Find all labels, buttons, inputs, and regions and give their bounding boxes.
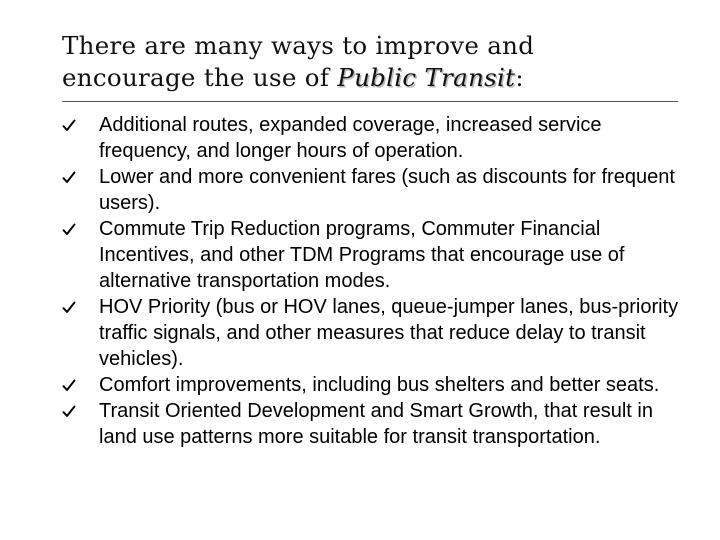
bullet-text: Comfort improvements, including bus shelters and better seats. [99, 374, 660, 396]
bullet-text: Lower and more convenient fares (such as discounts for frequent users). [99, 166, 675, 214]
check-icon [62, 223, 76, 236]
bullet-item [62, 398, 682, 450]
bullet-text: Commute Trip Reduction programs, Commuter Financial Incentives, and other TDM Programs that encourage use of alternative transportation modes. [99, 218, 625, 292]
title-line-1: There are many ways to improve and [62, 31, 535, 60]
check-icon [62, 119, 76, 132]
bullet-item [62, 164, 682, 216]
check-icon [62, 171, 76, 184]
title-line-2-prefix: encourage the use of [62, 63, 338, 92]
bullet-item [62, 294, 682, 372]
bullet-item [62, 216, 682, 294]
bullet-text: Additional routes, expanded coverage, increased service frequency, and longer hours of operation. [99, 114, 602, 162]
title-suffix: : [515, 63, 524, 92]
check-icon [62, 301, 76, 314]
title-divider [62, 101, 678, 102]
title-emphasis: Public Transit [337, 63, 516, 92]
bullet-item [62, 372, 682, 398]
check-icon [62, 405, 76, 418]
bullet-text: HOV Priority (bus or HOV lanes, queue-jumper lanes, bus-priority traffic signals, and other measures that reduce delay to transit vehicles). [99, 296, 679, 370]
slide-title [62, 30, 682, 94]
bullet-item [62, 112, 682, 164]
bullet-text: Transit Oriented Development and Smart Growth, that result in land use patterns more suitable for transit transportation. [99, 400, 653, 448]
bullet-list [62, 112, 682, 450]
check-icon [62, 379, 76, 392]
